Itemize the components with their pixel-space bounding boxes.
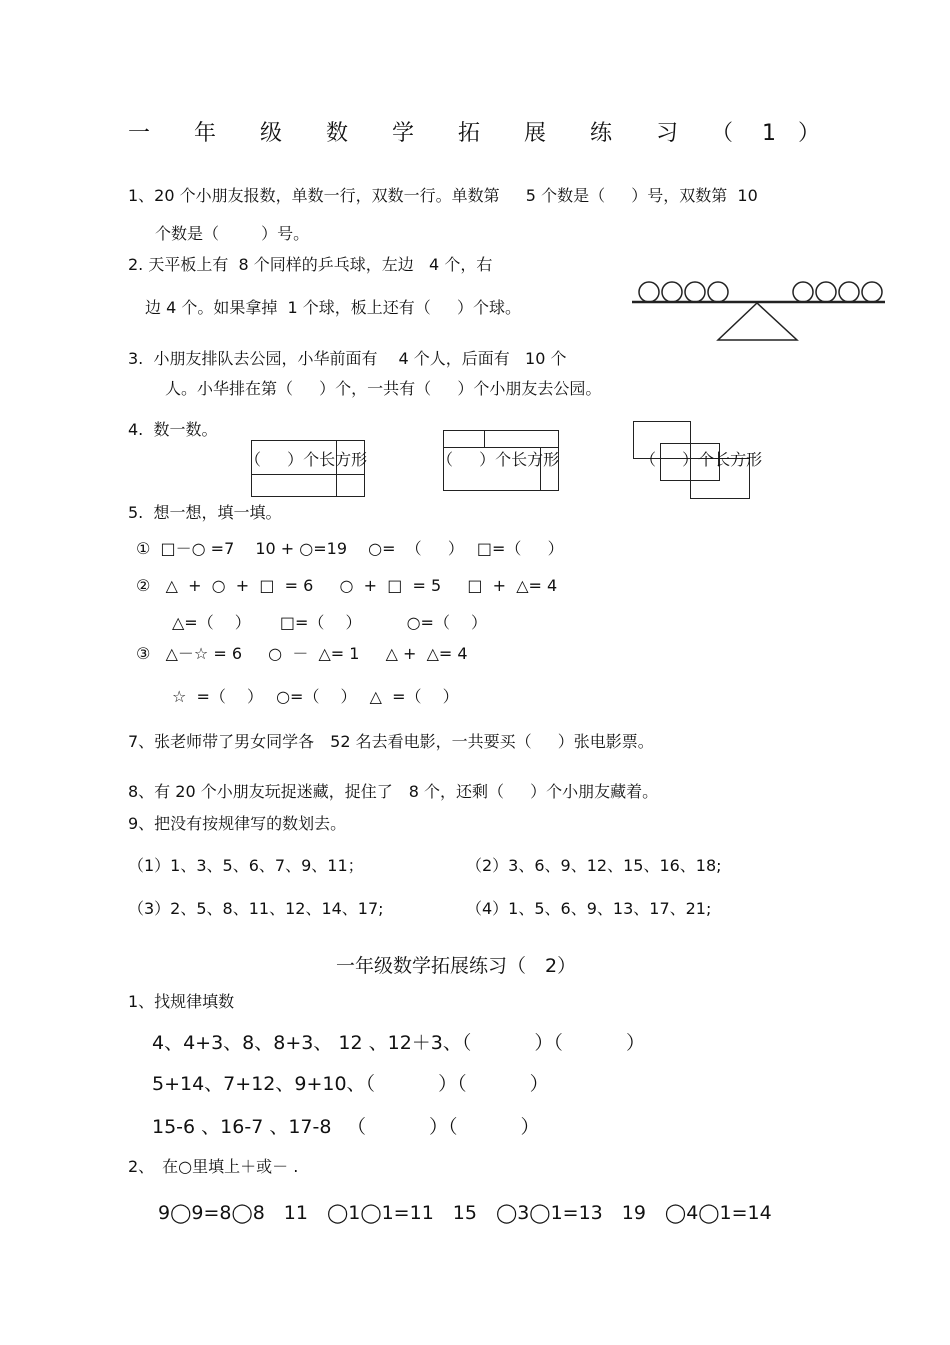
ball-left-4 <box>708 282 728 302</box>
p2-q1-row3: 15-6 、16-7 、17-8 （ ）（ ） <box>152 1116 540 1138</box>
ball-left-1 <box>639 282 659 302</box>
q4-count-c: （ ）个长方形 <box>640 450 763 469</box>
ball-right-2 <box>816 282 836 302</box>
q1-line2: 个数是（ ）号。 <box>155 224 310 243</box>
ball-right-4 <box>862 282 882 302</box>
q3-line1: 3. 小朋友排队去公园，小华前面有 4 个人，后面有 10 个 <box>128 349 567 368</box>
q4-count-b: （ ）个长方形 <box>437 450 560 469</box>
p2-q1-label: 1、找规律填数 <box>128 992 235 1011</box>
q9-seq2: （2）3、6、9、12、15、16、18; <box>466 856 722 875</box>
q2-line2: 边 4 个。如果拿掉 1 个球，板上还有（ ）个球。 <box>145 298 521 317</box>
q9-seq4: （4）1、5、6、9、13、17、21; <box>466 899 712 918</box>
ball-right-1 <box>793 282 813 302</box>
q9-seq3: （3）2、5、8、11、12、14、17; <box>128 899 384 918</box>
q7-text: 7、张老师带了男女同学各 52 名去看电影，一共要买（ ）张电影票。 <box>128 732 654 751</box>
ball-left-3 <box>685 282 705 302</box>
q5-row2: ② △ + ○ + □ = 6 ○ + □ = 5 □ + △= 4 <box>136 576 558 595</box>
q5-label: 5. 想一想，填一填。 <box>128 503 282 522</box>
ball-left-2 <box>662 282 682 302</box>
p2-q1-row2: 5+14、7+12、9+10、（ ）（ ） <box>152 1073 549 1095</box>
balance-fulcrum <box>718 303 797 340</box>
q8-text: 8、有 20 个小朋友玩捉迷藏，捉住了 8 个，还剩（ ）个小朋友藏着。 <box>128 782 659 801</box>
q5-row3: △=（ ） □=（ ） ○=（ ） <box>172 613 488 632</box>
q9-label: 9、把没有按规律写的数划去。 <box>128 814 347 833</box>
q2-line1: 2. 天平板上有 8 个同样的乒乓球，左边 4 个，右 <box>128 255 493 274</box>
q5-row4: ③ △－☆ = 6 ○ － △= 1 △ + △= 4 <box>136 644 468 663</box>
q9-seq1: （1）1、3、5、6、7、9、11； <box>128 856 364 875</box>
q4-label: 4. 数一数。 <box>128 420 218 439</box>
balance-figure <box>632 282 885 340</box>
p2-q1-row1: 4、4+3、8、8+3、 12 、12＋3、（ ）（ ） <box>152 1032 645 1054</box>
page-title-2: 一年级数学拓展练习（ 2） <box>336 955 577 977</box>
q4-count-a: （ ）个长方形 <box>245 450 368 469</box>
q5-row1: ① □－○ =7 10 + ○=19 ○= （ ） □=（ ） <box>136 539 564 558</box>
q3-line2: 人。小华排在第（ ）个，一共有（ ）个小朋友去公园。 <box>165 379 602 398</box>
q1-line1: 1、20 个小朋友报数，单数一行，双数一行。单数第 5 个数是（ ）号，双数第 10 <box>128 186 758 205</box>
ball-right-3 <box>839 282 859 302</box>
p2-q2-label: 2、 在○里填上＋或－ . <box>128 1157 299 1176</box>
q5-row5: ☆ =（ ） ○=（ ） △ =（ ） <box>172 687 459 706</box>
p2-q2-row: 9◯9=8◯8 11 ◯1◯1=11 15 ◯3◯1=13 19 ◯4◯1=14 <box>158 1202 772 1224</box>
page-title-1: 一 年 级 数 学 拓 展 练 习 （ 1 ） <box>128 121 820 146</box>
